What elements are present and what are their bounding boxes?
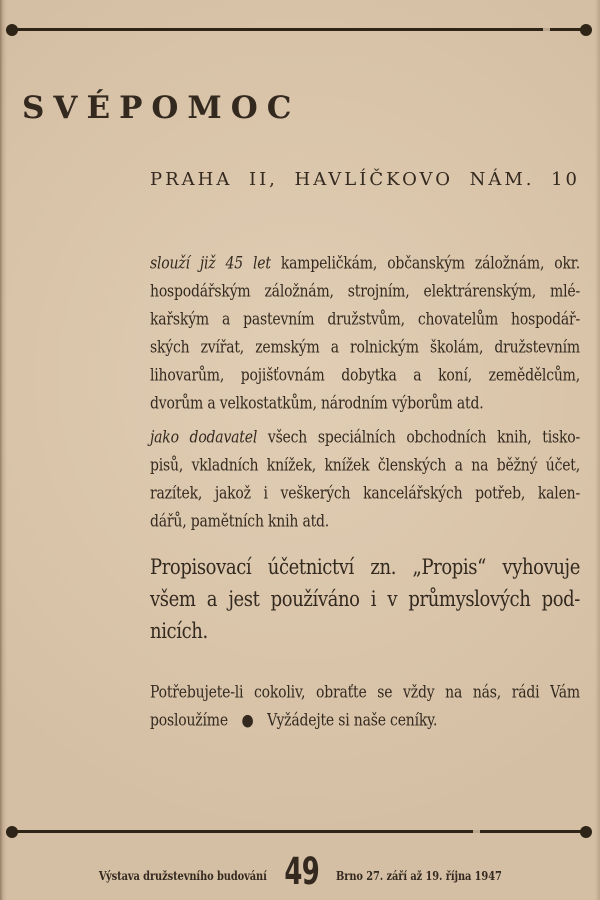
bottom-rule-gap (473, 830, 480, 833)
stand-number: 49 (284, 850, 319, 893)
paragraph-propis (150, 552, 580, 648)
body-text-column (150, 250, 580, 735)
text-line: razítek, jakož i veškerých kancelářských potřeb, kalen- (150, 484, 580, 504)
line-text: všech speciálních obchodních knih, tisko- (257, 428, 581, 448)
top-rule-dot-right (580, 24, 592, 36)
top-rule-gap (543, 28, 550, 31)
text-line: ských zvířat, zemským a rolnickým školám, družstevním (150, 338, 580, 358)
top-rule (10, 28, 588, 31)
bottom-rule-dot-right (580, 826, 592, 838)
paragraph-services (150, 250, 580, 418)
exhibition-dates: Brno 27. září až 19. října 1947 (336, 869, 502, 883)
address-line: PRAHA II, HAVLÍČKOVO NÁM. 10 (150, 169, 580, 190)
text-line: posloužíme ● Vyžádejte si naše ceníky. (150, 711, 438, 731)
exhibition-footer (0, 850, 600, 893)
text-line: hospodářským záložnám, strojním, elektrárenským, mlé- (150, 282, 580, 302)
text-line: Propisovací účetnictví zn. „Propis“ vyhovuje (150, 555, 580, 580)
page-title: SVÉPOMOC (22, 90, 301, 126)
bottom-rule (10, 830, 588, 833)
text-line: lihovarům, pojišťovnám dobytka a koní, zemědělcům, (150, 366, 580, 386)
text-line: kařským a pastevním družstvům, chovatelům hospodář- (150, 310, 580, 330)
italic-lead: slouží již 45 let (150, 254, 271, 274)
line-text: kampeličkám, občanským záložnám, okr. (270, 254, 580, 274)
text-line: všem a jest používáno i v průmyslových pod- (150, 587, 580, 612)
text-line: dvorům a velkostatkům, národním výborům atd. (150, 394, 484, 414)
text-line: pisů, vkladních knížek, knížek členských a na běžný účet, (150, 456, 580, 476)
text-line: nicích. (150, 619, 208, 644)
text-line: dářů, pamětních knih atd. (150, 512, 330, 532)
bottom-rule-dot-left (6, 826, 18, 838)
exhibition-name: Výstava družstevního budování (98, 869, 267, 883)
top-rule-dot-left (6, 24, 18, 36)
paragraph-contact (150, 679, 580, 735)
text-line: Potřebujete-li cokoliv, obraťte se vždy na nás, rádi Vám (150, 683, 580, 703)
italic-lead: jako dodavatel (150, 428, 258, 448)
paragraph-supplier (150, 424, 580, 536)
